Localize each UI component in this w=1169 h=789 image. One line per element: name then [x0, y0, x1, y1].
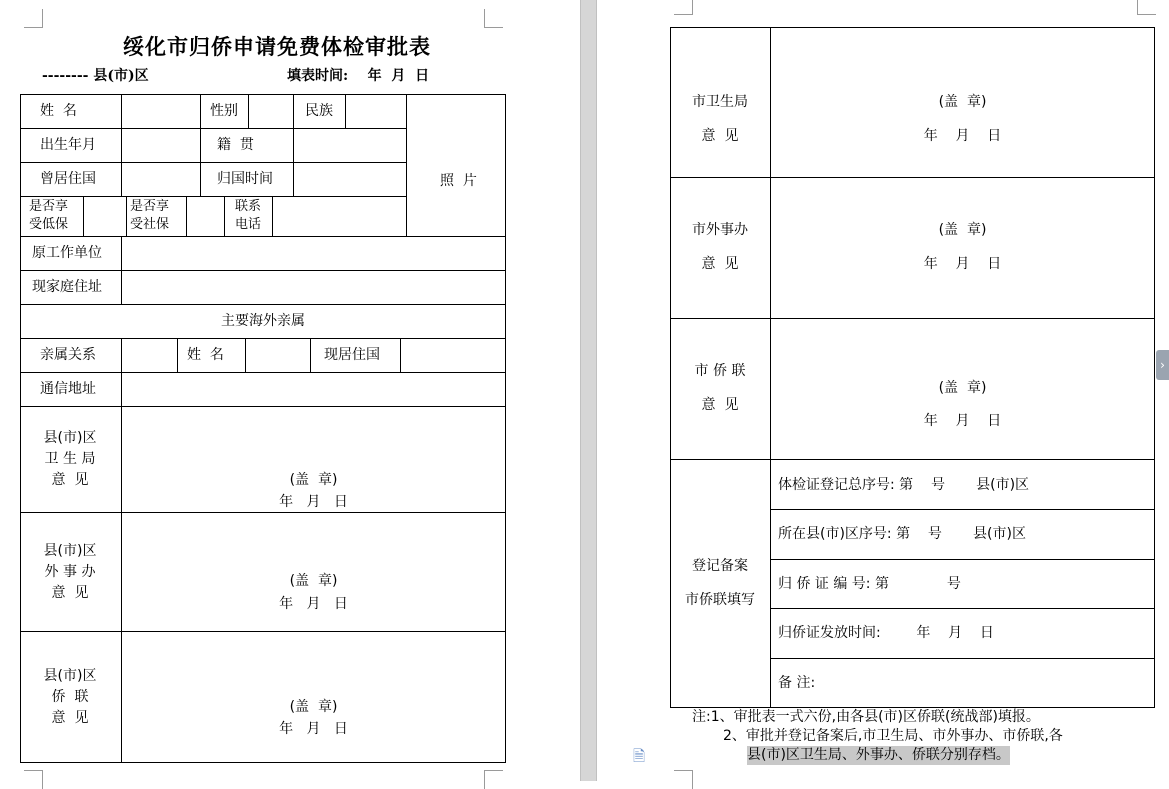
right-page [597, 0, 1169, 781]
county-overseas-fed-date: 年 月 日 [279, 721, 348, 737]
registration-label-2: 市侨联填写 [685, 592, 755, 608]
label-current-residence: 现居住国 [324, 347, 380, 363]
registration-remarks: 备 注: [778, 675, 816, 691]
label-native-place: 籍 贯 [217, 137, 254, 153]
county-foreign-affairs-l1: 县(市)区 [43, 543, 97, 559]
county-overseas-fed-l2: 侨 联 [51, 689, 89, 705]
registration-label-1: 登记备案 [692, 558, 748, 574]
label-home-address: 现家庭住址 [32, 279, 102, 295]
county-line: -------- 县(市)区 [42, 68, 149, 84]
registration-certificate-number: 归 侨 证 编 号: 第 号 [778, 576, 961, 592]
county-overseas-fed-l3: 意 见 [51, 710, 89, 726]
county-overseas-fed-l1: 县(市)区 [43, 668, 97, 684]
registration-issue-date: 归侨证发放时间: 年 月 日 [778, 625, 994, 641]
label-return-time: 归国时间 [217, 171, 273, 187]
label-low-income-2: 受低保 [29, 217, 69, 232]
registration-total-number: 体检证登记总序号: 第 号 县(市)区 [778, 477, 1030, 493]
label-mailing-address: 通信地址 [40, 381, 96, 397]
label-contact-1: 联系 [235, 199, 262, 214]
note-line-3: 县(市)区卫生局、外事办、侨联分别存档。 [747, 747, 1010, 763]
county-health-l3: 意 见 [51, 472, 89, 488]
label-former-residence: 曾居住国 [40, 171, 96, 187]
label-ethnicity: 民族 [305, 103, 333, 119]
city-health-l1: 市卫生局 [692, 94, 748, 110]
label-relation: 亲属关系 [40, 347, 96, 363]
county-foreign-affairs-date: 年 月 日 [279, 596, 348, 612]
city-foreign-affairs-l2: 意 见 [701, 256, 739, 272]
label-relative-name: 姓 名 [187, 347, 224, 363]
label-social-security-2: 受社保 [130, 217, 170, 232]
label-social-security-1: 是否享 [130, 199, 170, 214]
county-overseas-fed-seal: (盖 章) [289, 699, 338, 715]
city-overseas-fed-l2: 意 见 [701, 397, 739, 413]
county-foreign-affairs-l2: 外 事 办 [44, 564, 96, 580]
registration-county-number: 所在县(市)区序号: 第 号 县(市)区 [778, 526, 1026, 542]
page-gutter [580, 0, 597, 781]
county-health-l1: 县(市)区 [43, 430, 97, 446]
note-line-2: 2、审批并登记备案后,市卫生局、市外事办、市侨联,各 [723, 728, 1063, 744]
city-overseas-fed-l1: 市 侨 联 [694, 363, 746, 379]
county-foreign-affairs-seal: (盖 章) [289, 573, 338, 589]
page-corner-mark [674, 770, 693, 789]
section-overseas-relatives: 主要海外亲属 [221, 313, 305, 329]
city-health-seal: (盖 章) [938, 94, 987, 110]
label-former-employer: 原工作单位 [32, 245, 102, 261]
page-corner-mark [1137, 0, 1156, 15]
photo-area: 照 片 [440, 173, 477, 189]
city-foreign-affairs-seal: (盖 章) [938, 222, 987, 238]
page-corner-mark [484, 770, 503, 789]
label-low-income-1: 是否享 [29, 199, 69, 214]
expand-tab-icon[interactable]: › [1156, 350, 1169, 380]
county-health-l2: 卫 生 局 [44, 451, 96, 467]
city-overseas-fed-seal: (盖 章) [938, 380, 987, 396]
county-foreign-affairs-l3: 意 见 [51, 585, 89, 601]
label-gender: 性别 [210, 103, 238, 119]
note-line-1: 注:1、审批表一式六份,由各县(市)区侨联(统战部)填报。 [692, 709, 1040, 725]
page-corner-mark [674, 0, 693, 15]
document-icon[interactable]: 🗎 [633, 747, 646, 765]
city-foreign-affairs-l1: 市外事办 [692, 222, 748, 238]
city-overseas-fed-date: 年 月 日 [923, 413, 1002, 429]
page-corner-mark [24, 770, 43, 789]
city-health-date: 年 月 日 [923, 128, 1002, 144]
county-health-seal: (盖 章) [289, 472, 338, 488]
left-page [0, 0, 580, 781]
city-foreign-affairs-date: 年 月 日 [923, 256, 1002, 272]
fill-time: 填表时间: 年 月 日 [287, 68, 430, 84]
form-title: 绥化市归侨申请免费体检审批表 [123, 34, 431, 59]
label-contact-2: 电话 [235, 217, 262, 232]
city-health-l2: 意 见 [701, 128, 739, 144]
label-birth: 出生年月 [40, 137, 96, 153]
label-name: 姓 名 [40, 103, 77, 119]
page-corner-mark [484, 9, 503, 28]
county-health-date: 年 月 日 [279, 494, 348, 510]
page-corner-mark [24, 9, 43, 28]
